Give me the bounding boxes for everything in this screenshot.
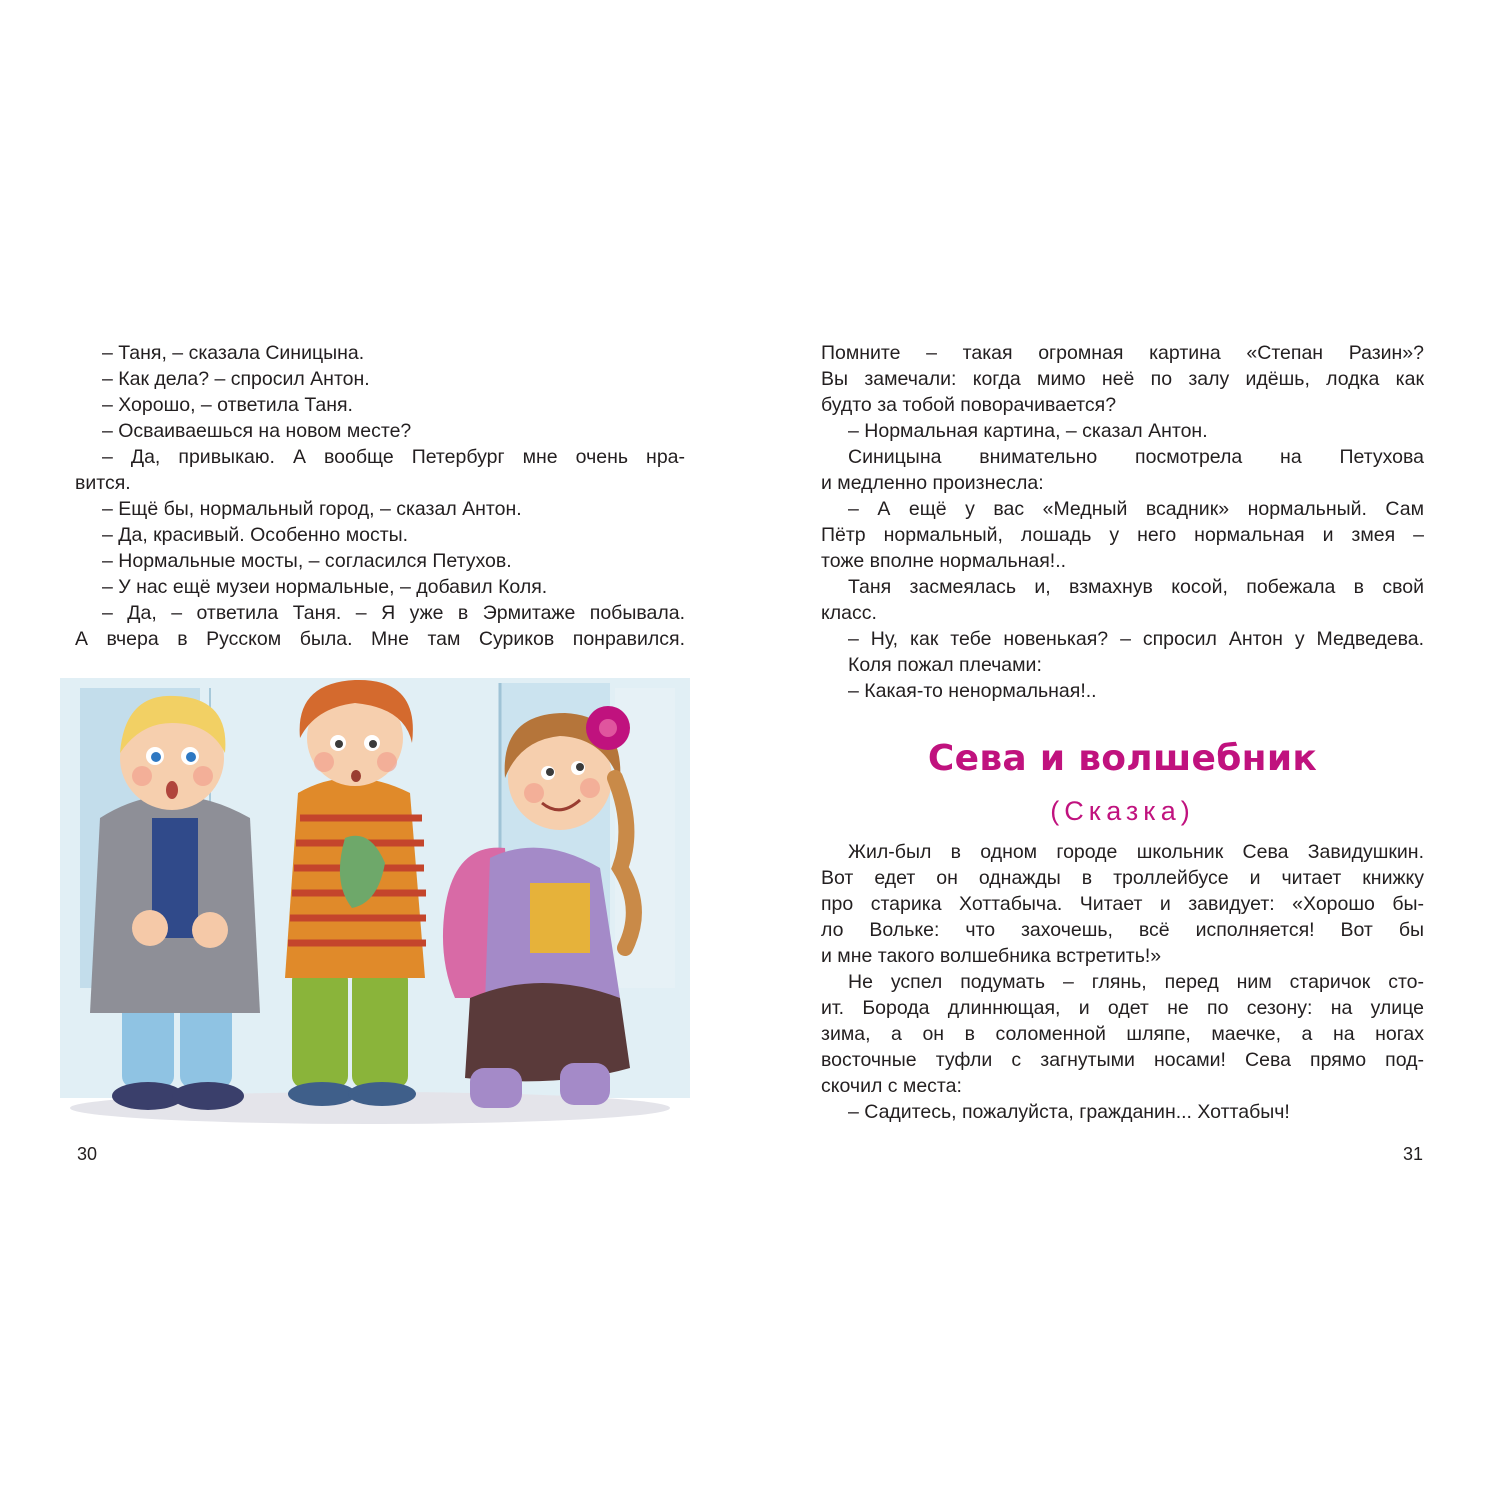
text-line: – А ещё у вас «Медный всадник» нормальный. Сам <box>848 498 1424 520</box>
text-line: – Ещё бы, нормальный город, – сказал Антон. <box>102 498 522 520</box>
text-line: тоже вполне нормальная!.. <box>821 550 1067 572</box>
text-line: ло Вольке: что захочешь, всё исполняется! Вот бы <box>821 919 1424 941</box>
text-line: – Ну, как тебе новенькая? – спросил Антон у Медведева. <box>848 628 1424 650</box>
text-line: – Таня, – сказала Синицына. <box>102 342 365 364</box>
text-line: и мне такого волшебника встретить!» <box>821 945 1162 967</box>
text-line: – Да, красивый. Особенно мосты. <box>102 524 409 546</box>
text-line: А вчера в Русском была. Мне там Суриков понравился. <box>75 628 685 650</box>
text-line: ит. Борода длиннющая, и одет не по сезону: на улице <box>821 997 1424 1019</box>
text-line: вится. <box>75 472 131 494</box>
children-illustration <box>60 668 690 1128</box>
story-text <box>821 839 1424 1125</box>
page-number-left: 30 <box>77 1144 98 1164</box>
text-line: про старика Хоттабыча. Читает и завидует: «Хорошо бы- <box>821 893 1424 915</box>
text-line: восточные туфли с загнутыми носами! Сева прямо под- <box>821 1049 1424 1071</box>
left-page-text <box>75 340 685 652</box>
text-line: будто за тобой поворачивается? <box>821 394 1117 416</box>
text-line: – Да, привыкаю. А вообще Петербург мне очень нра- <box>102 446 685 468</box>
page-number-right: 31 <box>1403 1144 1424 1164</box>
text-line: – Осваиваешься на новом месте? <box>102 420 412 442</box>
text-line: и медленно произнесла: <box>821 472 1044 494</box>
text-line: Синицына внимательно посмотрела на Петухова <box>848 446 1424 468</box>
text-line: Таня засмеялась и, взмахнув косой, побежала в свой <box>848 576 1424 598</box>
text-line: Жил-был в одном городе школьник Сева Завидушкин. <box>848 841 1424 863</box>
text-line: скочил с места: <box>821 1075 962 1097</box>
text-line: – У нас ещё музеи нормальные, – добавил Коля. <box>102 576 548 598</box>
text-line: Коля пожал плечами: <box>848 654 1042 676</box>
text-line: – Хорошо, – ответила Таня. <box>102 394 353 416</box>
text-line: – Какая-то ненормальная!.. <box>848 680 1097 702</box>
text-line: класс. <box>821 602 877 624</box>
text-line: – Нормальные мосты, – согласился Петухов. <box>102 550 512 572</box>
text-line: Не успел подумать – глянь, перед ним старичок сто- <box>848 971 1424 993</box>
text-line: – Садитесь, пожалуйста, гражданин... Хоттабыч! <box>848 1101 1290 1123</box>
text-line: Пётр нормальный, лошадь у него нормальная и змея – <box>821 524 1424 546</box>
text-line: зима, а он в соломенной шляпе, маечке, а на ногах <box>821 1023 1424 1045</box>
text-line: Вот едет он однажды в троллейбусе и читает книжку <box>821 867 1424 889</box>
text-line: – Как дела? – спросил Антон. <box>102 368 370 390</box>
story-title: Сева и волшебник <box>927 738 1318 779</box>
text-line: Помните – такая огромная картина «Степан Разин»? <box>821 342 1424 364</box>
text-line: – Да, – ответила Таня. – Я уже в Эрмитаже побывала. <box>102 602 685 624</box>
text-line: Вы замечали: когда мимо неё по залу идёшь, лодка как <box>821 368 1424 390</box>
text-line: – Нормальная картина, – сказал Антон. <box>848 420 1208 442</box>
story-subtitle: (Сказка) <box>1050 796 1195 826</box>
right-page-text <box>821 340 1424 704</box>
